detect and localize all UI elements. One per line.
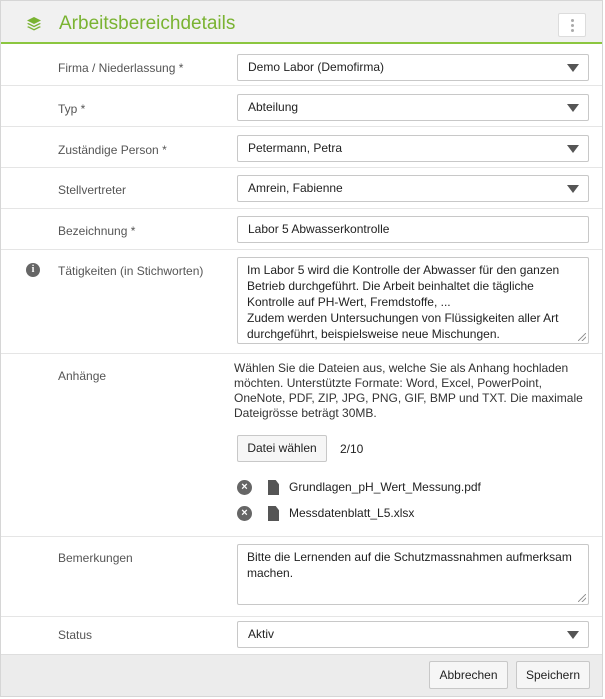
firma-select[interactable] [237, 54, 589, 81]
choose-file-button[interactable]: Datei wählen [237, 435, 327, 462]
row-firma [1, 44, 602, 86]
bezeichnung-input[interactable]: Labor 5 Abwasserkontrolle [237, 216, 589, 243]
chevron-down-icon [567, 104, 579, 112]
row-bezeichnung [1, 209, 602, 250]
file-icon [268, 506, 279, 521]
bemerkungen-label: Bemerkungen [58, 551, 133, 565]
status-label: Status [58, 628, 93, 642]
attachment-count: 2/10 [340, 442, 364, 456]
person-value: Petermann, Petra [248, 141, 343, 155]
bezeichnung-label: Bezeichnung * [58, 224, 136, 238]
remove-icon[interactable]: × [237, 480, 252, 495]
resize-handle-icon[interactable] [578, 333, 586, 341]
stellvertreter-value: Amrein, Fabienne [248, 181, 343, 195]
cancel-button[interactable]: Abbrechen [429, 661, 508, 689]
person-label: Zuständige Person * [58, 143, 167, 157]
chevron-down-icon [567, 185, 579, 193]
attachment-name[interactable]: Grundlagen_pH_Wert_Messung.pdf [289, 480, 481, 494]
chevron-down-icon [567, 145, 579, 153]
attachment-name[interactable]: Messdatenblatt_L5.xlsx [289, 506, 415, 520]
row-stellvertreter [1, 168, 602, 209]
kebab-menu-icon[interactable] [558, 13, 586, 37]
taetigkeiten-textarea[interactable] [237, 257, 589, 344]
typ-label: Typ * [58, 102, 86, 116]
person-select[interactable] [237, 135, 589, 162]
remove-icon[interactable]: × [237, 506, 252, 521]
resize-handle-icon[interactable] [578, 594, 586, 602]
panel-header [1, 1, 602, 44]
anhaenge-label: Anhänge [58, 369, 107, 383]
stellvertreter-select[interactable] [237, 175, 589, 202]
taetigkeiten-label: Tätigkeiten (in Stichworten) [58, 264, 204, 278]
row-status [1, 617, 602, 655]
row-bemerkungen [1, 537, 602, 617]
status-value: Aktiv [248, 627, 275, 641]
row-taetigkeiten [1, 250, 602, 354]
taetigkeiten-value: Im Labor 5 wird die Kontrolle der Abwasser für den ganzen Betrieb durchgeführt. Die Arbeit beinhaltet die tägliche Kontrolle auf PH-Wert, Fremdstoffe, ... Zudem werden Untersuchungen von Flüssigkeiten aller Art durchgeführt, beispielsweise neue Mischungen. [247, 263, 560, 341]
chevron-down-icon [567, 64, 579, 72]
info-icon[interactable]: i [26, 263, 40, 277]
firma-value: Demo Labor (Demofirma) [248, 60, 385, 74]
bemerkungen-value: Bitte die Lernenden auf die Schutzmassnahmen aufmerksam machen. [247, 550, 576, 580]
save-button[interactable]: Speichern [516, 661, 590, 689]
typ-select[interactable] [237, 94, 589, 121]
row-person [1, 127, 602, 168]
chevron-down-icon [567, 631, 579, 639]
panel-footer [1, 654, 602, 696]
bemerkungen-textarea[interactable] [237, 544, 589, 605]
layers-icon [26, 16, 42, 32]
firma-label: Firma / Niederlassung * [58, 61, 184, 75]
stellvertreter-label: Stellvertreter [58, 183, 127, 197]
row-typ [1, 86, 602, 127]
anhaenge-help-text: Wählen Sie die Dateien aus, welche Sie als Anhang hochladen möchten. Unterstützte Formate: Word, Excel, PowerPoint, OneNote, PDF, ZIP, JPG, PNG, GIF, BMP und TXT. Die maximale Dateigrösse beträgt 30MB. [234, 361, 583, 420]
file-icon [268, 480, 279, 495]
status-select[interactable] [237, 621, 589, 648]
typ-value: Abteilung [248, 100, 299, 114]
panel-title: Arbeitsbereichdetails [59, 13, 236, 34]
